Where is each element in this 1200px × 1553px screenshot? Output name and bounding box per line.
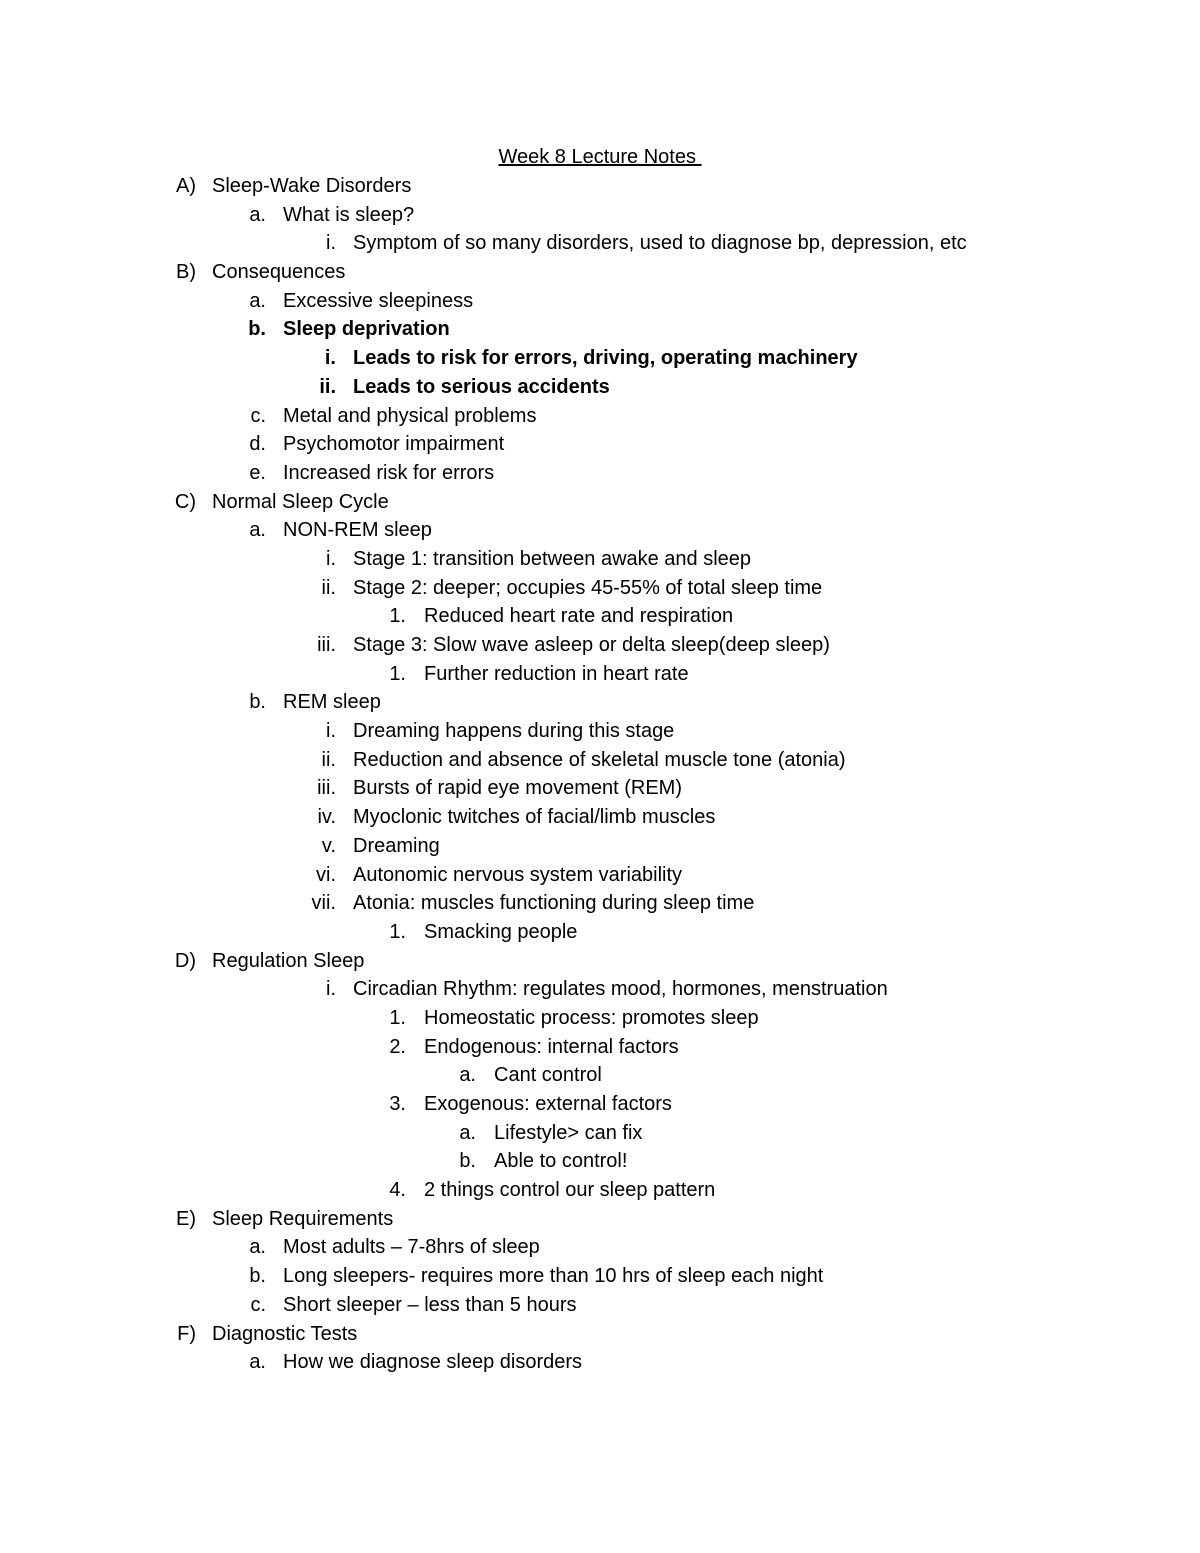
outline-item (0, 201, 1200, 230)
outline-marker: a. (249, 1236, 266, 1259)
outline-marker: 1. (389, 1006, 406, 1029)
outline-marker: vi. (316, 863, 336, 886)
outline-text: What is sleep? (283, 203, 415, 226)
outline-marker: ii. (319, 375, 336, 398)
outline-marker: E) (176, 1207, 196, 1230)
outline-item (0, 172, 1200, 201)
outline-marker: i. (326, 720, 336, 743)
outline-marker: b. (249, 691, 266, 714)
outline-item (0, 602, 1200, 631)
outline-marker: a. (459, 1121, 476, 1144)
outline-marker: a. (249, 1351, 266, 1374)
page-title: Week 8 Lecture Notes (498, 146, 702, 168)
outline-list (0, 172, 1200, 1377)
outline-marker: iii. (317, 777, 336, 800)
outline-marker: e. (249, 461, 266, 484)
outline-item (0, 258, 1200, 287)
outline-item (0, 746, 1200, 775)
outline-marker: i. (326, 232, 336, 255)
outline-marker: F) (177, 1322, 196, 1345)
outline-item (0, 1147, 1200, 1176)
outline-text: Metal and physical problems (283, 404, 537, 427)
outline-item (0, 1061, 1200, 1090)
outline-item (0, 1291, 1200, 1320)
outline-item (0, 459, 1200, 488)
outline-text: Stage 2: deeper; occupies 45-55% of total sleep time (353, 576, 823, 599)
outline-text: Consequences (212, 261, 346, 284)
outline-item (0, 861, 1200, 890)
outline-marker: iv. (317, 806, 336, 829)
outline-text: NON-REM sleep (283, 519, 432, 542)
outline-marker: b. (459, 1150, 476, 1173)
outline-item (0, 1233, 1200, 1262)
outline-text: Atonia: muscles functioning during sleep time (353, 892, 755, 915)
outline-marker: b. (249, 1265, 266, 1288)
outline-item (0, 344, 1200, 373)
outline-text: 2 things control our sleep pattern (424, 1179, 716, 1202)
outline-text: Further reduction in heart rate (424, 662, 689, 685)
outline-text: Myoclonic twitches of facial/limb muscles (353, 806, 716, 829)
outline-item (0, 402, 1200, 431)
outline-item (0, 631, 1200, 660)
outline-item (0, 918, 1200, 947)
outline-marker: 1. (389, 605, 406, 628)
outline-item (0, 315, 1200, 344)
outline-marker: A) (176, 175, 196, 197)
outline-marker: vii. (311, 892, 336, 915)
outline-text: Leads to risk for errors, driving, operating machinery (353, 347, 858, 370)
outline-item (0, 1004, 1200, 1033)
outline-item (0, 430, 1200, 459)
outline-item (0, 803, 1200, 832)
outline-item (0, 545, 1200, 574)
outline-text: Stage 3: Slow wave asleep or delta sleep(deep sleep) (353, 634, 830, 656)
outline-text: Smacking people (424, 920, 578, 943)
outline-marker: iii. (317, 634, 336, 656)
outline-marker: C) (174, 490, 196, 513)
outline-text: Sleep Requirements (212, 1207, 394, 1230)
outline-text: Short sleeper – less than 5 hours (283, 1293, 577, 1316)
outline-item (0, 1320, 1200, 1349)
outline-item (0, 889, 1200, 918)
outline-item (0, 947, 1200, 976)
outline-marker: c. (250, 1293, 266, 1316)
outline-item (0, 774, 1200, 803)
outline-text: Long sleepers- requires more than 10 hrs of sleep each night (283, 1265, 824, 1288)
outline-item (0, 1119, 1200, 1148)
outline-text: Reduction and absence of skeletal muscle tone (atonia) (353, 748, 846, 771)
outline-item (0, 1033, 1200, 1062)
outline-marker: c. (250, 404, 266, 427)
outline-item (0, 688, 1200, 717)
outline-text: Lifestyle> can fix (494, 1121, 643, 1144)
outline-marker: i. (326, 547, 336, 570)
outline-text: Able to control! (494, 1150, 628, 1173)
outline-text: Circadian Rhythm: regulates mood, hormones, menstruation (353, 978, 888, 1001)
outline-marker: ii. (321, 576, 336, 599)
outline-marker: a. (249, 289, 266, 312)
outline-marker: v. (321, 834, 336, 857)
outline-text: Exogenous: external factors (424, 1093, 672, 1115)
outline-marker: ii. (321, 748, 336, 771)
outline-item (0, 574, 1200, 603)
outline-marker: 4. (389, 1179, 406, 1202)
outline-text: Homeostatic process: promotes sleep (424, 1006, 759, 1029)
outline-text: Sleep deprivation (283, 318, 450, 341)
outline-marker: 1. (389, 920, 406, 943)
outline-item (0, 373, 1200, 402)
outline-marker: i. (324, 347, 336, 370)
outline-text: Increased risk for errors (283, 461, 495, 484)
outline-item (0, 1348, 1200, 1377)
outline-marker: a. (459, 1064, 476, 1087)
outline-item (0, 516, 1200, 545)
outline-item (0, 1090, 1200, 1119)
outline-item (0, 229, 1200, 258)
outline-item (0, 975, 1200, 1004)
outline-item (0, 832, 1200, 861)
outline-text: REM sleep (283, 691, 381, 714)
outline-marker: a. (249, 519, 266, 542)
outline-text: Psychomotor impairment (283, 433, 505, 456)
outline-marker: 1. (389, 662, 406, 685)
outline-text: Cant control (494, 1064, 602, 1087)
outline-text: Most adults – 7-8hrs of sleep (283, 1236, 540, 1259)
outline-text: Normal Sleep Cycle (212, 490, 389, 513)
outline-text: Stage 1: transition between awake and sleep (353, 547, 752, 570)
outline-text: Regulation Sleep (212, 949, 365, 972)
outline-text: Endogenous: internal factors (424, 1035, 679, 1058)
outline-text: Excessive sleepiness (283, 289, 474, 312)
outline-item (0, 287, 1200, 316)
outline-marker: 3. (389, 1093, 406, 1115)
outline-text: Reduced heart rate and respiration (424, 605, 734, 628)
outline-text: Dreaming happens during this stage (353, 720, 675, 743)
outline-item (0, 1262, 1200, 1291)
outline-text: Sleep-Wake Disorders (212, 175, 412, 197)
outline-text: How we diagnose sleep disorders (283, 1351, 583, 1374)
outline-text: Bursts of rapid eye movement (REM) (353, 777, 682, 800)
outline-marker: d. (249, 433, 266, 456)
outline-text: Symptom of so many disorders, used to diagnose bp, depression, etc (353, 232, 967, 255)
outline-text: Autonomic nervous system variability (353, 863, 683, 886)
outline-item (0, 1176, 1200, 1205)
outline-item (0, 717, 1200, 746)
outline-text: Diagnostic Tests (212, 1322, 358, 1345)
outline-text: Leads to serious accidents (353, 375, 610, 398)
outline-item (0, 660, 1200, 689)
outline-marker: i. (326, 978, 336, 1001)
outline-marker: B) (176, 261, 196, 284)
outline-item (0, 488, 1200, 517)
outline-item (0, 1205, 1200, 1234)
outline-marker: D) (174, 949, 196, 972)
outline-marker: 2. (389, 1035, 406, 1058)
outline-text: Dreaming (353, 834, 440, 857)
outline-marker: a. (249, 203, 266, 226)
outline-marker: b. (248, 318, 266, 341)
